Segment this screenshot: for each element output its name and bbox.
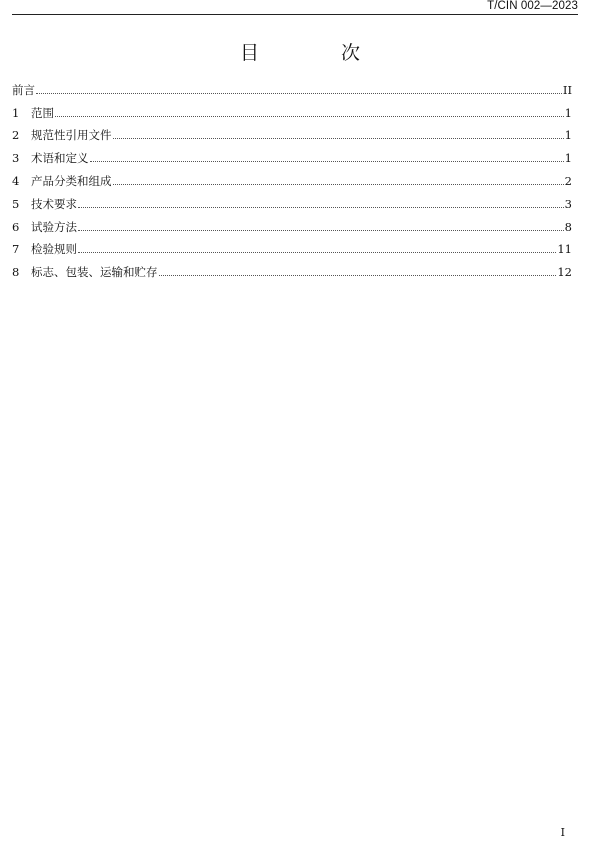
toc-entry-foreword[interactable] <box>12 74 572 97</box>
toc-entry-number: 1 <box>12 105 20 120</box>
toc-entry-number: 5 <box>12 196 20 211</box>
toc-entry-page: 8 <box>564 219 572 234</box>
toc-entry-page: 1 <box>564 151 572 166</box>
toc-entry-page: 2 <box>564 173 572 188</box>
toc-leader-dots <box>78 230 564 231</box>
toc-entry-test-methods[interactable] <box>12 211 572 234</box>
toc-leader-dots <box>55 116 564 117</box>
page-title: 目 次 <box>239 42 399 64</box>
toc-entry-number: 2 <box>12 128 20 143</box>
toc-leader-dots <box>78 252 556 253</box>
toc-leader-dots <box>113 184 564 185</box>
document-code: T/CIN 002—2023 <box>487 0 578 12</box>
toc-entry-title: 产品分类和组成 <box>31 173 112 188</box>
toc-leader-dots <box>113 138 564 139</box>
toc-entry-title: 术语和定义 <box>31 151 89 166</box>
toc-entry-page: II <box>562 82 572 97</box>
toc-leader-dots <box>159 275 557 276</box>
toc-leader-dots <box>78 207 564 208</box>
toc-entry-number: 4 <box>12 173 20 188</box>
toc-entry-title: 前言 <box>12 82 35 97</box>
toc-entry-inspection-rules[interactable] <box>12 234 572 257</box>
toc-entry-normative-references[interactable] <box>12 120 572 143</box>
toc-entry-marking-packaging[interactable] <box>12 256 572 279</box>
toc-leader-dots <box>36 93 562 94</box>
table-of-contents <box>12 74 572 279</box>
toc-entry-number: 3 <box>12 151 20 166</box>
toc-entry-scope[interactable] <box>12 97 572 120</box>
toc-entry-terms-definitions[interactable] <box>12 142 572 165</box>
toc-entry-number: 8 <box>12 265 20 280</box>
toc-entry-classification[interactable] <box>12 165 572 188</box>
page-number: I <box>560 826 565 839</box>
toc-entry-title: 标志、包装、运输和贮存 <box>31 265 158 280</box>
toc-entry-page: 12 <box>557 265 572 280</box>
toc-entry-technical-requirements[interactable] <box>12 188 572 211</box>
toc-entry-title: 检验规则 <box>31 242 77 257</box>
toc-entry-page: 1 <box>564 128 572 143</box>
toc-entry-title: 技术要求 <box>31 196 77 211</box>
header-rule <box>12 14 578 15</box>
toc-entry-title: 试验方法 <box>31 219 77 234</box>
toc-entry-page: 3 <box>564 196 572 211</box>
toc-entry-title: 范围 <box>31 105 54 120</box>
toc-entry-number: 7 <box>12 242 20 257</box>
toc-leader-dots <box>90 161 564 162</box>
toc-entry-title: 规范性引用文件 <box>31 128 112 143</box>
toc-entry-number: 6 <box>12 219 20 234</box>
toc-entry-page: 1 <box>564 105 572 120</box>
toc-entry-page: 11 <box>557 242 572 257</box>
